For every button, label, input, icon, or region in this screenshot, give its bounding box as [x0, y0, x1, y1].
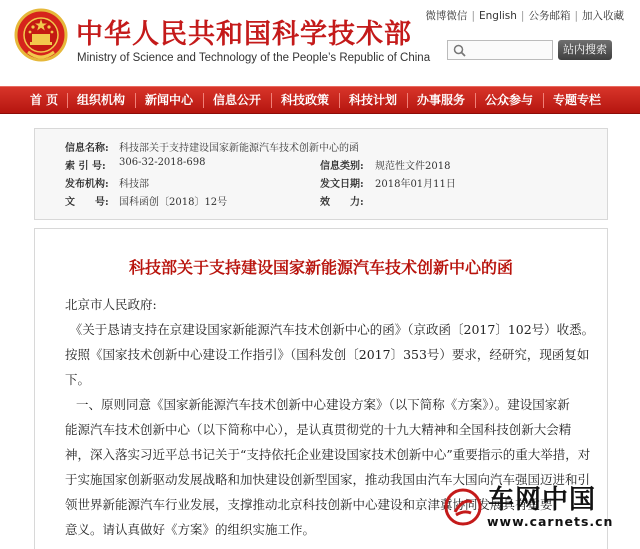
- article-line: 于实施国家创新驱动发展战略和加快建设创新型国家，推动我国由汽车大国向汽车强国迈进和引: [65, 472, 591, 487]
- nav-home[interactable]: 首 页: [30, 93, 59, 107]
- nav-disclosure[interactable]: 信息公开: [213, 93, 262, 107]
- watermark-name: 车网中国: [488, 485, 597, 515]
- bookmark-link[interactable]: 加入收藏: [582, 10, 624, 22]
- carnets-logo-icon: [444, 488, 482, 526]
- article-line: 神，深入落实习近平总书记关于“支持依托企业建设国家技术创新中心”重要指示的重大举措，对: [65, 447, 591, 462]
- site-title: 中华人民共和国科学技术部: [76, 19, 412, 50]
- doc-index: 306-32-2018-698: [119, 157, 206, 168]
- article-line: 按照《国家技术创新中心建设工作指引》（国科发创〔2017〕353号）要求，经研究，现函复如: [65, 347, 590, 362]
- main-nav: [0, 86, 640, 114]
- doc-number: 国科函创〔2018〕12号: [119, 197, 228, 208]
- document-metadata: 信息名称: 科技部关于支持建设国家新能源汽车技术创新中心的函 索 引 号: 306-32-2018-698 信息类别: 规范性文件2018 发布机构: 科技部 发文日期: 2018年01月11日 文 号: 国科函创〔2018〕12号 效 力:: [34, 128, 608, 220]
- article-line: 领世界新能源汽车行业发展，支撑推动北京科技创新中心建设和京津冀协同发展具有重要: [65, 497, 553, 512]
- nav-public[interactable]: 公众参与: [485, 93, 534, 107]
- weibo-wechat-link[interactable]: 微博微信: [425, 10, 468, 22]
- article-line: 下。: [65, 372, 91, 387]
- search-button[interactable]: 站内搜索: [558, 40, 612, 60]
- site-subtitle: Ministry of Science and Technology of the People’s Republic of China: [77, 52, 431, 64]
- doc-category: 规范性文件2018: [375, 161, 451, 172]
- english-link[interactable]: English: [478, 10, 517, 22]
- article-title: 科技部关于支持建设国家新能源汽车技术创新中心的函: [128, 258, 513, 277]
- doc-issuer: 科技部: [119, 179, 149, 190]
- doc-name: 科技部关于支持建设国家新能源汽车技术创新中心的函: [119, 143, 359, 154]
- article-line: 意义。请认真做好《方案》的组织实施工作。: [65, 522, 316, 537]
- search-icon: [453, 44, 466, 57]
- mail-link[interactable]: 公务邮箱: [528, 10, 571, 22]
- search-input[interactable]: [447, 40, 553, 60]
- site-header: [0, 0, 640, 86]
- nav-organization[interactable]: 组织机构: [77, 93, 126, 107]
- article-line: 一、原则同意《国家新能源汽车技术创新中心建设方案》（以下简称《方案》）。建设国家新: [51, 397, 570, 412]
- nav-services[interactable]: 办事服务: [417, 93, 466, 107]
- nav-topics[interactable]: 专题专栏: [553, 93, 602, 107]
- top-links: 微博微信 | English | 公务邮箱 | 加入收藏: [421, 8, 628, 23]
- article-line: 北京市人民政府:: [65, 297, 157, 312]
- nav-news[interactable]: 新闻中心: [145, 93, 194, 107]
- article-line: 能源汽车技术创新中心（以下简称中心），是认真贯彻党的十九大精神和全国科技创新大会精: [65, 422, 572, 437]
- watermark-url: www.carnets.cn: [487, 514, 614, 529]
- nav-programs[interactable]: 科技计划: [349, 93, 398, 107]
- nav-policy[interactable]: 科技政策: [281, 93, 330, 107]
- article-line: 《关于恳请支持在京建设国家新能源汽车技术创新中心的函》（京政函〔2017〕102号）收悉。: [51, 322, 595, 337]
- doc-date: 2018年01月11日: [375, 179, 456, 190]
- national-emblem-icon: [14, 8, 68, 64]
